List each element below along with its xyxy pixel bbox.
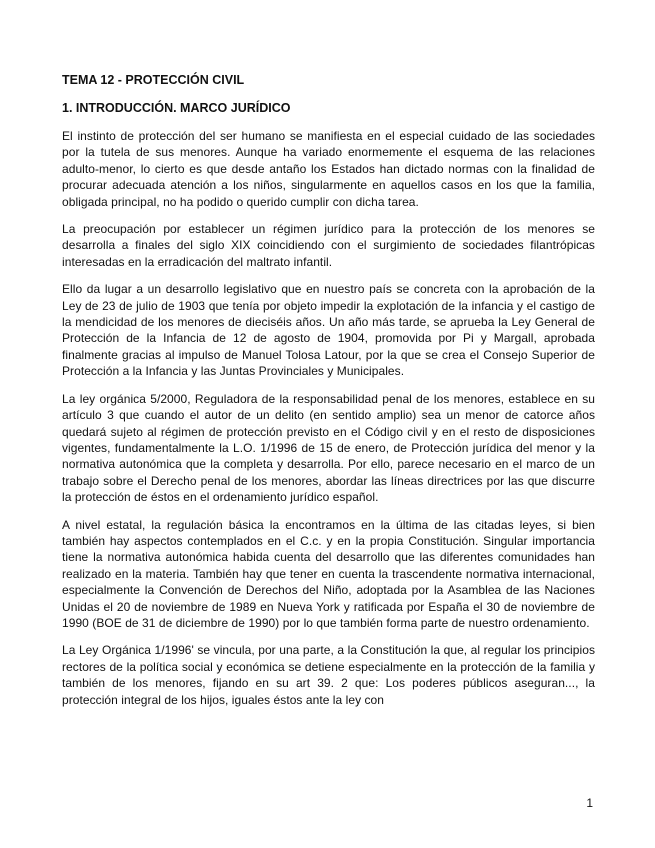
page-number: 1 <box>586 796 593 810</box>
paragraph-4: La ley orgánica 5/2000, Reguladora de la responsabilidad penal de los menores, establece en su artículo 3 que cuando el autor de un delito (en sentido amplio) sea un menor de catorce años quedará sujeto al régimen de protección previsto en el Código civil y en el resto de disposiciones vigentes, fundamentalmente la L.O. 1/1996 de 15 de enero, de Protección jurídica del menor y la normativa autonómica que la completa y desarrolla. Por ello, parece necesario en el marco de un trabajo sobre el Derecho penal de los menores, abordar las líneas directrices por las que discurre la protección de éstos en el ordenamiento jurídico español. <box>62 391 595 505</box>
section-heading: 1. INTRODUCCIÓN. MARCO JURÍDICO <box>62 101 291 115</box>
paragraph-3: Ello da lugar a un desarrollo legislativo que en nuestro país se concreta con la aprobación de la Ley de 23 de julio de 1903 que tenía por objeto impedir la explotación de la infancia y el castigo de la mendicidad de los menores de dieciséis años. Un año más tarde, se aprueba la Ley General de Protección de la Infancia de 12 de agosto de 1904, promovida por Pi y Margall, aprobada finalmente gracias al impulso de Manuel Tolosa Latour, por la que se crea el Consejo Superior de Protección a la Infancia y las Juntas Provinciales y Municipales. <box>62 282 595 379</box>
paragraph-5: A nivel estatal, la regulación básica la encontramos en la última de las citadas leyes, si bien también hay aspectos contemplados en el C.c. y en la propia Constitución. Singular importancia tiene la normativa autonómica habida cuenta del desarrollo que las diferentes comunidades han realizado en la materia. También hay que tener en cuenta la trascendente normativa internacional, especialmente la Convención de Derechos del Niño, adoptada por la Asamblea de las Naciones Unidas el 20 de noviembre de 1989 en Nueva York y ratificada por España el 30 de noviembre de 1990 (BOE de 31 de diciembre de 1990) por lo que también forma parte de nuestro ordenamiento. <box>62 517 595 630</box>
paragraph-1: El instinto de protección del ser humano se manifiesta en el especial cuidado de las sociedades por la tutela de sus menores. Aunque ha variado enormemente el esquema de las relaciones adulto-menor, lo cierto es que desde antaño los Estados han dictado normas con la finalidad de procurar adecuada atención a los niños, singularmente en aquellos casos en los que la familia, obligada principal, no ha podido o querido cumplir con dicha tarea. <box>62 129 595 209</box>
paragraph-6: La Ley Orgánica 1/1996' se vincula, por una parte, a la Constitución la que, al regular los principios rectores de la política social y económica se detiene especialmente en la protección de la familia y también de los menores, fijando en su art 39. 2 que: Los poderes públicos aseguran..., la protección integral de los hijos, iguales éstos ante la ley con <box>62 643 595 707</box>
document-page <box>62 72 595 719</box>
paragraph-2: La preocupación por establecer un régimen jurídico para la protección de los menores se desarrolla a finales del siglo XIX coincidiendo con el surgimiento de sociedades filantrópicas interesadas en la erradicación del maltrato infantil. <box>62 222 595 269</box>
document-title: TEMA 12 - PROTECCIÓN CIVIL <box>62 73 245 87</box>
